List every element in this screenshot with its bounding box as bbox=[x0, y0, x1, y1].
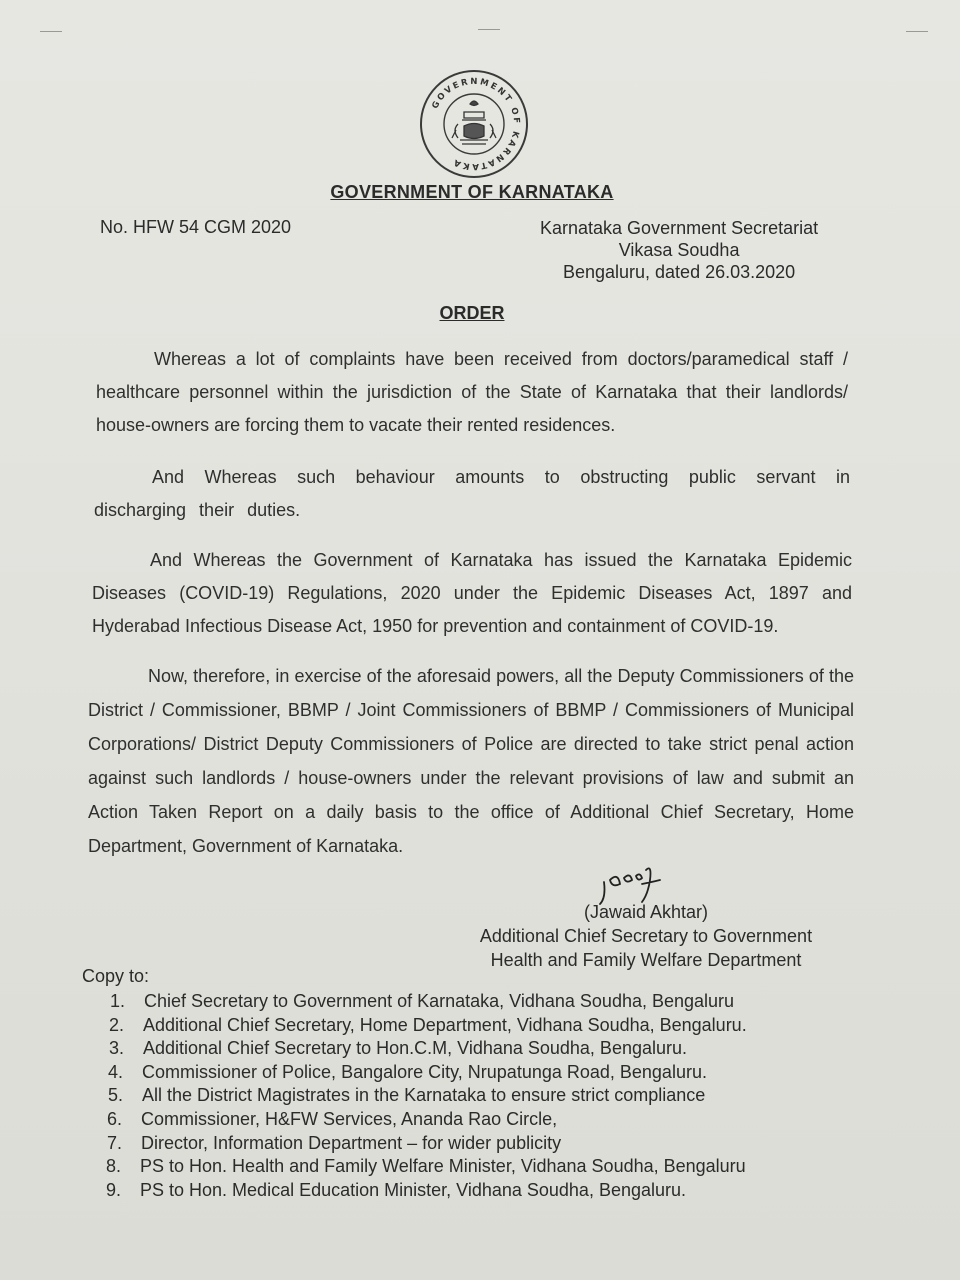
list-item-number: 9. bbox=[106, 1179, 122, 1200]
signatory-name: (Jawaid Akhtar) bbox=[583, 902, 709, 922]
order-paragraph: Now, therefore, in exercise of the aforesaid powers, all the Deputy Commissioners of the District / Commissioner, BBMP / Joint Commissioners of BBMP / Commissioners of Municipal Corporations/ District Deputy Commissioners of Police are directed to take strict penal action against such landlords / house-owners under the relevant provisions of law and submit an Action Taken Report on a daily basis to the office of Additional Chief Secretary, Home Department, Government of Karnataka. bbox=[88, 666, 854, 856]
list-item-number: 3. bbox=[109, 1038, 125, 1059]
list-item-text: Director, Information Department – for wider publicity bbox=[141, 1132, 562, 1153]
list-item-number: 7. bbox=[107, 1132, 123, 1153]
list-item-text: All the District Magistrates in the Karnataka to ensure strict compliance bbox=[142, 1085, 706, 1106]
list-item bbox=[106, 1155, 747, 1179]
reference-number: No. HFW 54 CGM 2020 bbox=[100, 217, 292, 237]
order-title: ORDER bbox=[439, 303, 505, 323]
list-item-text: Commissioner of Police, Bangalore City, Nrupatunga Road, Bengaluru. bbox=[142, 1061, 707, 1082]
seal-text: GOVERNMENT OF KARNATAKA bbox=[430, 76, 522, 172]
order-paragraph: Whereas a lot of complaints have been received from doctors/paramedical staff / healthcare personnel within the jurisdiction of the State of Karnataka that their landlords/ house-owners are forcing them to vacate their rented residences. bbox=[96, 349, 848, 435]
list-item bbox=[109, 1037, 747, 1061]
signatory-department: Health and Family Welfare Department bbox=[490, 950, 802, 970]
list-item-text: PS to Hon. Health and Family Welfare Minister, Vidhana Soudha, Bengaluru bbox=[140, 1156, 746, 1177]
signatory-block bbox=[460, 900, 832, 972]
address-line: Karnataka Government Secretariat bbox=[540, 218, 819, 238]
list-item-number: 6. bbox=[107, 1108, 123, 1129]
list-item bbox=[107, 1132, 747, 1156]
list-item-number: 4. bbox=[108, 1061, 124, 1082]
list-item-text: PS to Hon. Medical Education Minister, Vidhana Soudha, Bengaluru. bbox=[140, 1179, 687, 1200]
list-item bbox=[109, 1014, 747, 1038]
copy-to-list bbox=[104, 990, 747, 1202]
list-item-text: Additional Chief Secretary to Hon.C.M, Vidhana Soudha, Bengaluru. bbox=[143, 1038, 687, 1059]
list-item bbox=[106, 1179, 747, 1203]
address-line: Bengaluru, dated 26.03.2020 bbox=[562, 262, 796, 282]
scan-mark bbox=[478, 29, 500, 30]
signatory-designation: Additional Chief Secretary to Government bbox=[479, 926, 813, 946]
list-item-number: 1. bbox=[110, 991, 126, 1011]
list-item bbox=[108, 1084, 747, 1108]
scan-mark bbox=[40, 31, 62, 32]
list-item-number: 8. bbox=[106, 1156, 122, 1177]
order-paragraph: And Whereas such behaviour amounts to obstructing public servant in discharging their duties. bbox=[94, 467, 850, 520]
copy-to-heading: Copy to: bbox=[82, 966, 150, 986]
list-item bbox=[110, 990, 747, 1014]
order-paragraph: And Whereas the Government of Karnataka has issued the Karnataka Epidemic Diseases (COVID-19) Regulations, 2020 under the Epidemic Diseases Act, 1897 and Hyderabad Infectious Disease Act, 1950 for prevention and containment of COVID-19. bbox=[92, 550, 852, 636]
government-title: GOVERNMENT OF KARNATAKA bbox=[330, 182, 614, 202]
list-item-text: Chief Secretary to Government of Karnataka, Vidhana Soudha, Bengaluru bbox=[144, 991, 735, 1011]
list-item bbox=[108, 1061, 747, 1085]
scan-mark bbox=[906, 31, 928, 32]
list-item bbox=[107, 1108, 747, 1132]
address-line: Vikasa Soudha bbox=[618, 240, 740, 260]
list-item-text: Additional Chief Secretary, Home Department, Vidhana Soudha, Bengaluru. bbox=[143, 1014, 747, 1035]
list-item-text: Commissioner, H&FW Services, Ananda Rao Circle, bbox=[141, 1108, 558, 1129]
list-item-number: 2. bbox=[109, 1014, 125, 1035]
sender-address bbox=[540, 217, 818, 283]
list-item-number: 5. bbox=[108, 1085, 124, 1106]
karnataka-seal-emblem bbox=[418, 68, 530, 180]
